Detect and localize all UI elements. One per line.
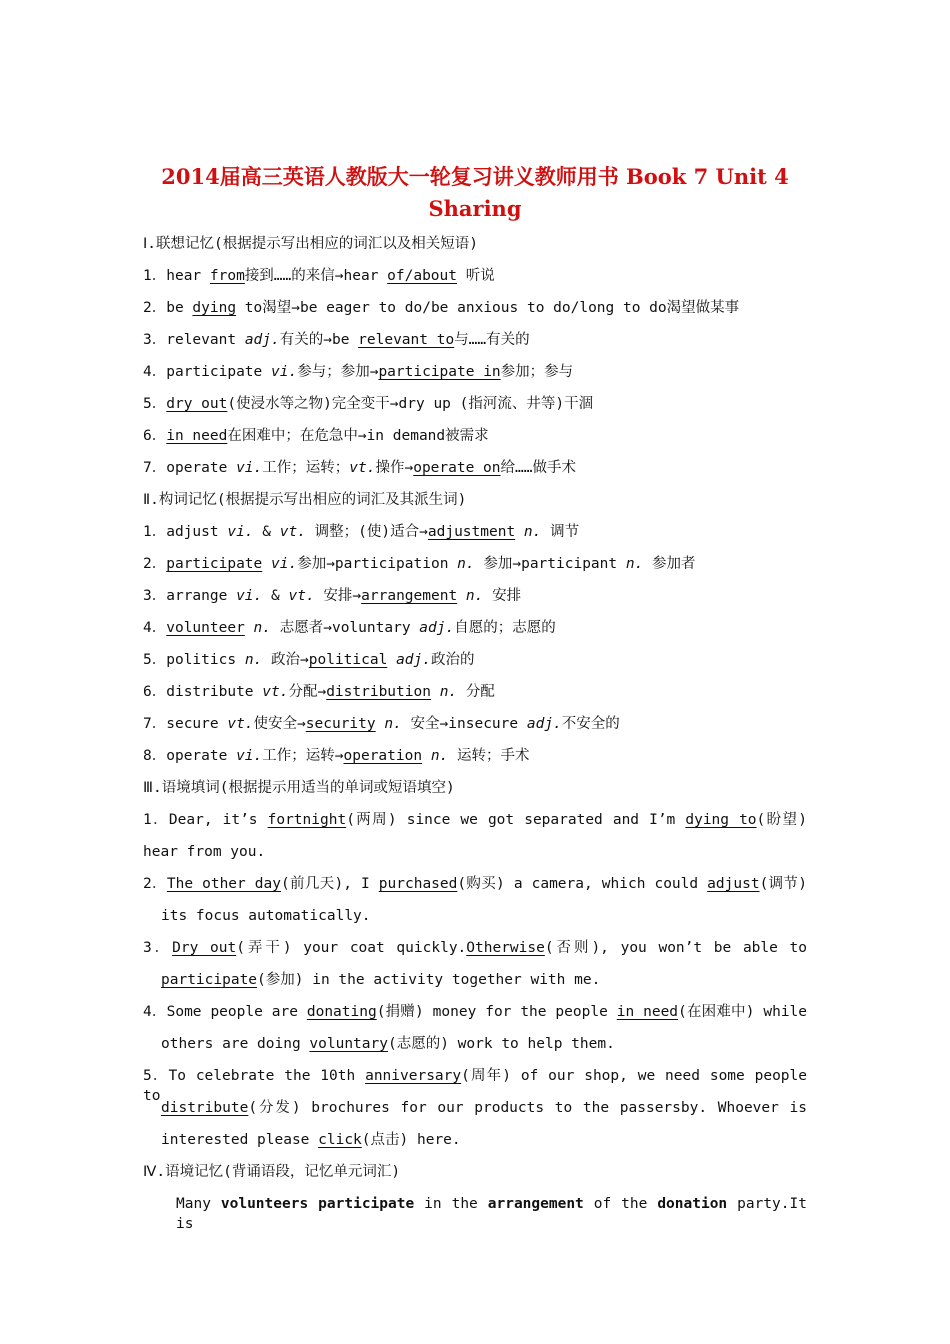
list-item-continuation: interested please click(点击) here. <box>161 1132 461 1148</box>
list-item: 4．Some people are donating(捐赠) money for the people in need(在困难中) while <box>143 1004 808 1020</box>
answer-blank: participate <box>166 556 263 572</box>
keyword: volunteers <box>220 1196 309 1212</box>
list-item: 5．To celebrate the 10th anniversary(周年) of our shop, we need some people to <box>143 1068 807 1104</box>
list-item: 2．participate vi.参加→participation n. 参加→participant n. 参加者 <box>143 556 696 572</box>
answer-blank: political <box>308 652 388 668</box>
answer-blank: purchased <box>378 876 458 892</box>
answer-blank: volunteer <box>166 620 245 636</box>
answer-blank: adjust <box>707 876 760 892</box>
answer-blank: participate in <box>378 364 501 380</box>
list-item: 6．distribute vt.分配→distribution n. 分配 <box>143 684 495 700</box>
list-item-continuation: distribute(分发) brochures for our products to the passersby. Whoever is <box>161 1100 807 1116</box>
answer-blank: operation <box>343 748 423 764</box>
section-heading-2: Ⅱ.构词记忆(根据提示写出相应的词汇及其派生词) <box>143 492 467 508</box>
answer-blank: arrangement <box>361 588 458 604</box>
list-item: 4．volunteer n. 志愿者→voluntary adj.自愿的；志愿的 <box>143 620 556 636</box>
list-item: 6．in need在困难中；在危急中→in demand被需求 <box>143 428 489 444</box>
answer-blank: from <box>209 268 245 284</box>
keyword: arrangement <box>487 1196 584 1212</box>
list-item: 4．participate vi.参与；参加→participate in参加；参与 <box>143 364 574 380</box>
answer-blank: relevant to <box>358 332 455 348</box>
keyword: donation <box>657 1196 728 1212</box>
list-item: 3．relevant adj.有关的→be relevant to与……有关的 <box>143 332 530 348</box>
answer-blank: fortnight <box>267 812 347 828</box>
list-item-continuation: others are doing voluntary(志愿的) work to help them. <box>161 1036 615 1052</box>
document-title: 2014届高三英语人教版大一轮复习讲义教师用书 Book 7 Unit 4 <box>161 164 789 189</box>
answer-blank: The other day <box>166 876 281 892</box>
list-item: 2．be dying to渴望→be eager to do/be anxious to do/long to do渴望做某事 <box>143 300 740 316</box>
answer-blank: of/about <box>387 268 457 284</box>
list-item-continuation: hear from you. <box>143 844 266 860</box>
list-item: 8．operate vi.工作；运转→operation n. 运转；手术 <box>143 748 530 764</box>
answer-blank: operate on <box>413 460 501 476</box>
list-item: 1．Dear, it’s fortnight(两周) since we got separated and I’m dying to(盼望) <box>143 812 808 828</box>
list-item: 7．secure vt.使安全→security n. 安全→insecure adj.不安全的 <box>143 716 620 732</box>
list-item: 5．politics n. 政治→political adj.政治的 <box>143 652 475 668</box>
section-heading-3: Ⅲ.语境填词(根据提示用适当的单词或短语填空) <box>143 780 455 796</box>
list-item: 2．The other day(前几天), I purchased(购买) a camera, which could adjust(调节) <box>143 876 807 892</box>
answer-blank: anniversary <box>365 1068 462 1084</box>
answer-blank: click <box>318 1132 362 1148</box>
answer-blank: dry out <box>166 396 228 412</box>
answer-blank: security <box>305 716 376 732</box>
answer-blank: Dry out <box>172 940 237 956</box>
list-item: 1．adjust vi. & vt. 调整；(使)适合→adjustment n. 调节 <box>143 524 580 540</box>
answer-blank: distribute <box>161 1100 249 1116</box>
section-heading-1: Ⅰ.联想记忆(根据提示写出相应的词汇以及相关短语) <box>143 236 478 252</box>
answer-blank: Otherwise <box>466 940 545 956</box>
answer-blank: dying <box>192 300 237 316</box>
answer-blank: voluntary <box>309 1036 388 1052</box>
list-item: 3．arrange vi. & vt. 安排→arrangement n. 安排 <box>143 588 522 604</box>
keyword: participate <box>318 1196 415 1212</box>
answer-blank: participate <box>161 972 258 988</box>
list-item: 1．hear from接到……的来信→hear of/about 听说 <box>143 268 495 284</box>
answer-blank: adjustment <box>427 524 516 540</box>
document-title-subtitle: Sharing <box>428 196 522 221</box>
list-item-continuation: its focus automatically. <box>161 908 371 924</box>
answer-blank: in need <box>616 1004 679 1020</box>
answer-blank: in need <box>166 428 228 444</box>
section-heading-4: Ⅳ.语境记忆(背诵语段，记忆单元词汇) <box>143 1164 401 1180</box>
answer-blank: distribution <box>326 684 431 700</box>
list-item: 5．dry out(使浸水等之物)完全变干→dry up (指河流、井等)干涸 <box>143 396 594 412</box>
list-item: 7．operate vi.工作；运转；vt.操作→operate on给……做手术 <box>143 460 576 476</box>
list-item-continuation: participate(参加) in the activity together with me. <box>161 972 601 988</box>
paragraph-line: Many volunteers participate in the arrangement of the donation party.It is <box>176 1196 807 1232</box>
answer-blank: dying to <box>685 812 757 828</box>
answer-blank: donating <box>306 1004 377 1020</box>
list-item: 3．Dry out(弄干) your coat quickly.Otherwise(否则), you won’t be able to <box>143 940 808 956</box>
